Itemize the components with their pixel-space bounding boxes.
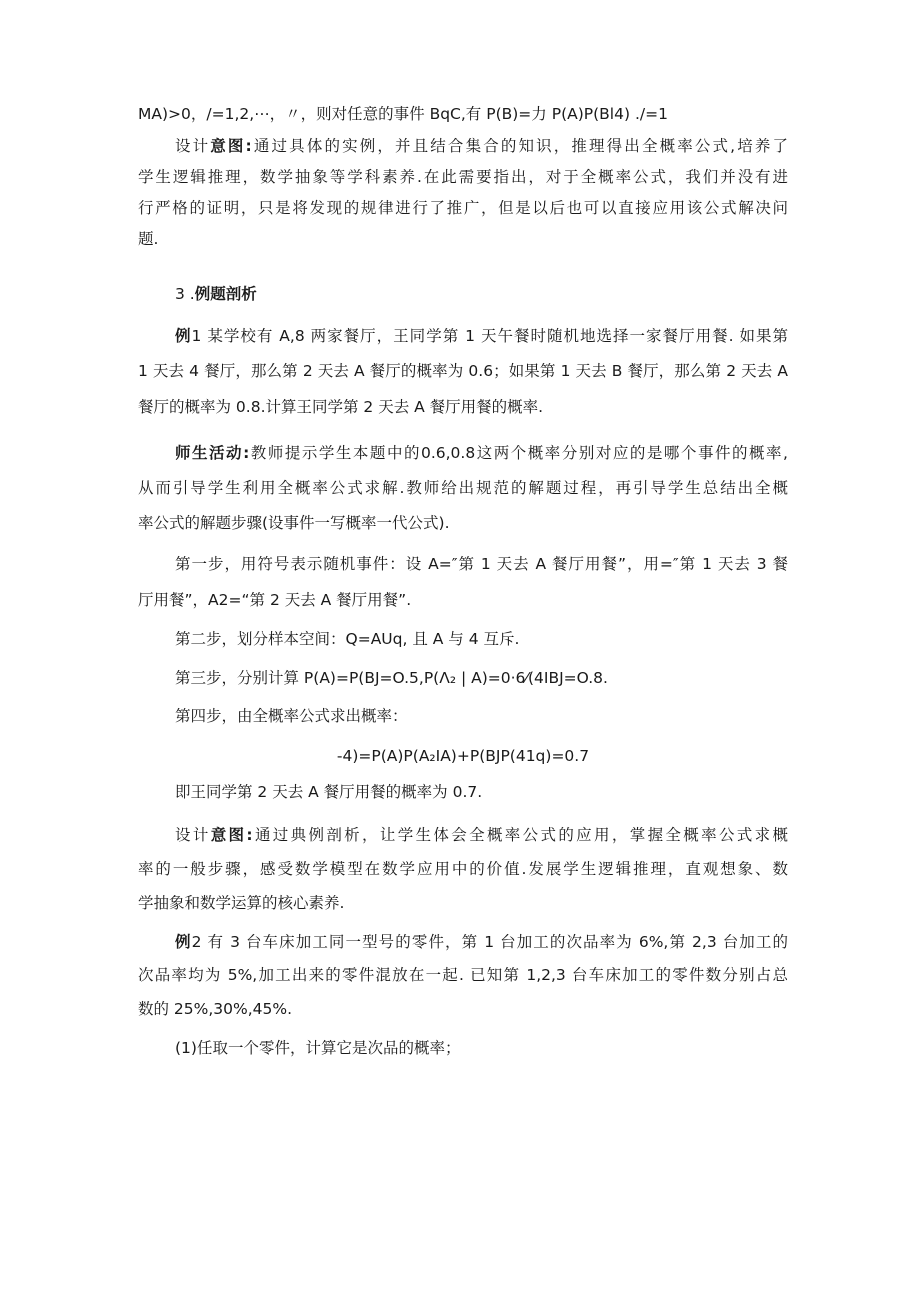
text-line-5 [138, 227, 788, 251]
text-line-23 [175, 930, 788, 954]
text-line-4 [138, 196, 788, 220]
text-line-2 [175, 134, 788, 158]
text-line-12 [138, 511, 788, 535]
text-line-25 [138, 997, 788, 1021]
text-line-18 [138, 744, 788, 768]
text-line-9 [138, 395, 788, 419]
text-span: 次品率均为 5%,加工出来的零件混放在一起. 已知第 1,2,3 台车床加工的零件数分别占总 [138, 966, 788, 984]
text-span: 3 . [175, 285, 195, 303]
text-line-20 [175, 823, 788, 847]
text-span: (1)任取一个零件，计算它是次品的概率； [175, 1039, 461, 1057]
text-line-26 [175, 1036, 788, 1060]
text-span: 第四步，由全概率公式求出概率： [175, 707, 408, 725]
text-span: 即王同学第 2 天去 A 餐厅用餐的概率为 0.7. [175, 783, 483, 801]
text-line-7 [175, 324, 788, 348]
text-span: -4)=P(A)P(A₂IA)+P(BJP(41q)=0.7 [336, 747, 590, 765]
text-line-24 [138, 963, 788, 987]
text-line-8 [138, 359, 788, 383]
text-span: 从而引导学生利用全概率公式求解.教师给出规范的解题过程，再引导学生总结出全概 [138, 479, 788, 497]
text-span: 行严格的证明，只是将发现的规律进行了推广，但是以后也可以直接应用该公式解决问 [138, 199, 788, 217]
text-span: 学抽象和数学运算的核心素养. [138, 894, 345, 912]
text-line-1 [138, 102, 788, 126]
text-span: 师生活动: [175, 444, 250, 462]
text-line-17 [175, 704, 788, 728]
text-span: 意图: [210, 137, 252, 155]
text-span: 设计 [175, 826, 211, 844]
text-span: 题. [138, 230, 159, 248]
text-span: 例 [175, 327, 192, 345]
text-span: 率的一般步骤，感受数学模型在数学应用中的价值.发展学生逻辑推理，直观想象、数 [138, 860, 788, 878]
text-span: 例 [175, 933, 192, 951]
text-line-22 [138, 891, 788, 915]
text-span: 1 天去 4 餐厅，那么第 2 天去 A 餐厅的概率为 0.6；如果第 1 天去 B 餐厅，那么第 2 天去 A [138, 362, 788, 380]
text-span: 通过具体的实例，并且结合集合的知识，推理得出全概率公式,培养了 [251, 137, 788, 155]
text-span: 率公式的解题步骤(设事件一写概率一代公式). [138, 514, 450, 532]
text-line-16 [175, 666, 788, 690]
text-line-11 [138, 476, 788, 500]
text-span: 第二步，划分样本空间：Q=AUq, 且 A 与 4 互斥. [175, 630, 520, 648]
text-line-21 [138, 857, 788, 881]
text-span: 教师提示学生本题中的0.6,0.8这两个概率分别对应的是哪个事件的概率, [249, 444, 788, 462]
text-span: 意图: [210, 826, 253, 844]
text-span: 第一步，用符号表示随机事件：设 A=″第 1 天去 A 餐厅用餐”，用=″第 1 天去 3 餐 [175, 555, 788, 573]
text-span: MA)>0，/=1,2,⋯，〃，则对任意的事件 BqC,有 P(B)=力 P(A)P(Bl4) ./=1 [138, 105, 668, 123]
text-span: 设计 [175, 137, 211, 155]
text-span: 例题剖析 [194, 285, 257, 303]
text-line-6 [175, 282, 788, 306]
text-line-10 [175, 441, 788, 465]
text-line-14 [138, 588, 788, 612]
text-span: 2 有 3 台车床加工同一型号的零件，第 1 台加工的次品率为 6%,第 2,3 台加工的 [191, 933, 788, 951]
text-line-15 [175, 627, 788, 651]
text-span: 餐厅的概率为 0.8.计算王同学第 2 天去 A 餐厅用餐的概率. [138, 398, 544, 416]
text-line-13 [175, 552, 788, 576]
text-span: 通过典例剖析，让学生体会全概率公式的应用，掌握全概率公式求概 [252, 826, 788, 844]
text-span: 第三步，分别计算 P(A)=P(BJ=O.5,P(Λ₂ | A)=0·6⁄(4IBJ=O.8. [175, 669, 608, 687]
text-span: 数的 25%,30%,45%. [138, 1000, 293, 1018]
text-span: 1 某学校有 A,8 两家餐厅，王同学第 1 天午餐时随机地选择一家餐厅用餐. 如果第 [191, 327, 788, 345]
text-line-19 [175, 780, 788, 804]
text-span: 学生逻辑推理，数学抽象等学科素养.在此需要指出，对于全概率公式，我们并没有进 [138, 168, 788, 186]
text-line-3 [138, 165, 788, 189]
text-span: 厅用餐”，A2=“第 2 天去 A 餐厅用餐”. [138, 591, 412, 609]
